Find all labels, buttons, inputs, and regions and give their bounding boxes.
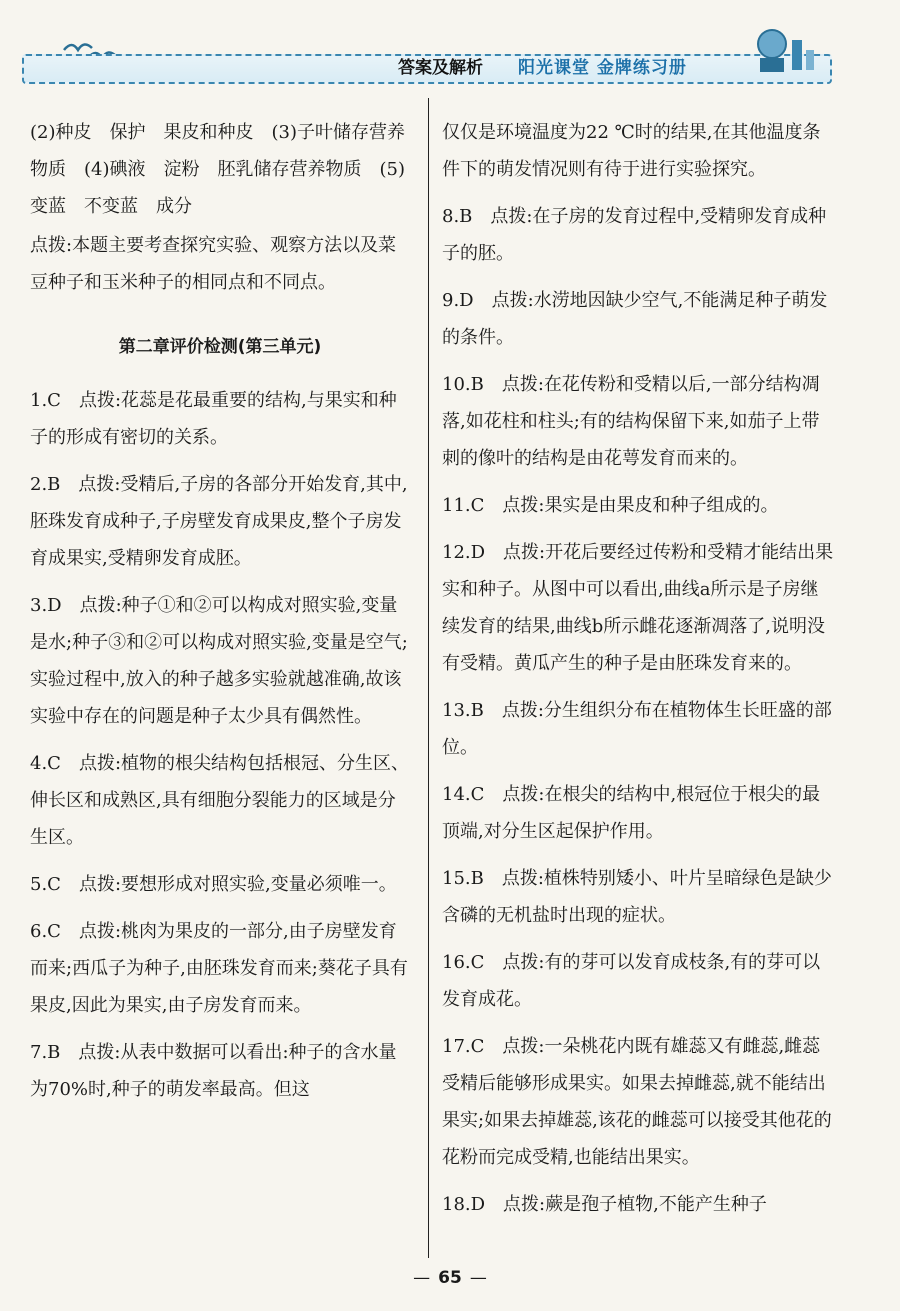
page-number — [0, 1268, 900, 1288]
left-column — [30, 114, 410, 1110]
answer-entry: 仅仅是环境温度为22 ℃时的结果,在其他温度条件下的萌发情况则有待于进行实验探究。 — [442, 122, 821, 180]
answer-entry: 5.C 点拨:要想形成对照实验,变量必须唯一。 — [30, 874, 397, 895]
answer-entry: 13.B 点拨:分生组织分布在植物体生长旺盛的部位。 — [442, 700, 832, 758]
answer-entry: 3.D 点拨:种子①和②可以构成对照实验,变量是水;种子③和②可以构成对照实验,变量是空气;实验过程中,放入的种子越多实验就越准确,故该实验中存在的问题是种子太少具有偶然性。 — [30, 595, 408, 727]
answer-entry: 1.C 点拨:花蕊是花最重要的结构,与果实和种子的形成有密切的关系。 — [30, 390, 397, 448]
answer-entry: 16.C 点拨:有的芽可以发育成枝条,有的芽可以发育成花。 — [442, 952, 821, 1010]
answer-entry: 12.D 点拨:开花后要经过传粉和受精才能结出果实和种子。从图中可以看出,曲线a所示是子房继续发育的结果,曲线b所示雌花逐渐凋落了,说明没有受精。黄瓜产生的种子是由胚珠发育来的。 — [442, 542, 834, 674]
answer-entry: 点拨:本题主要考查探究实验、观察方法以及菜豆种子和玉米种子的相同点和不同点。 — [30, 235, 397, 293]
right-column — [442, 114, 834, 1225]
answer-entry: 7.B 点拨:从表中数据可以看出:种子的含水量为70%时,种子的萌发率最高。但这 — [30, 1042, 397, 1100]
section-title: 第二章评价检测(第三单元) — [118, 337, 322, 357]
answer-entry: (2)种皮 保护 果皮和种皮 (3)子叶储存营养物质 (4)碘液 淀粉 胚乳储存营养物质 (5)变蓝 不变蓝 成分 — [30, 122, 405, 217]
answer-entry: 14.C 点拨:在根尖的结构中,根冠位于根尖的最顶端,对分生区起保护作用。 — [442, 784, 821, 842]
header-series: 阳光课堂 金牌练习册 — [518, 58, 687, 78]
answer-entry: 17.C 点拨:一朵桃花内既有雄蕊又有雌蕊,雌蕊受精后能够形成果实。如果去掉雌蕊,就不能结出果实;如果去掉雄蕊,该花的雌蕊可以接受其他花的花粉而完成受精,也能结出果实。 — [442, 1036, 832, 1168]
answer-entry: 8.B 点拨:在子房的发育过程中,受精卵发育成种子的胚。 — [442, 206, 827, 264]
answer-entry: 10.B 点拨:在花传粉和受精以后,一部分结构凋落,如花柱和柱头;有的结构保留下来,如茄子上带刺的像叶的结构是由花萼发育而来的。 — [442, 374, 820, 469]
header-title: 答案及解析 — [398, 58, 483, 78]
answer-entry: 4.C 点拨:植物的根尖结构包括根冠、分生区、伸长区和成熟区,具有细胞分裂能力的区域是分生区。 — [30, 753, 410, 848]
answer-entry: 18.D 点拨:蕨是孢子植物,不能产生种子 — [442, 1194, 767, 1215]
answer-entry: 6.C 点拨:桃肉为果皮的一部分,由子房壁发育而来;西瓜子为种子,由胚珠发育而来;葵花子具有果皮,因此为果实,由子房发育而来。 — [30, 921, 408, 1016]
page-number-value: 65 — [438, 1268, 462, 1288]
page-number-dash: — — [469, 1268, 487, 1288]
answer-entry: 9.D 点拨:水涝地因缺少空气,不能满足种子萌发的条件。 — [442, 290, 828, 348]
column-divider — [428, 98, 429, 1258]
answer-entry: 15.B 点拨:植株特别矮小、叶片呈暗绿色是缺少含磷的无机盐时出现的症状。 — [442, 868, 832, 926]
answer-entry: 11.C 点拨:果实是由果皮和种子组成的。 — [442, 495, 779, 516]
answer-entry: 2.B 点拨:受精后,子房的各部分开始发育,其中,胚珠发育成种子,子房壁发育成果皮,整个子房发育成果实,受精卵发育成胚。 — [30, 474, 408, 569]
page-number-dash: — — [413, 1268, 431, 1288]
globe-telescope-icon — [730, 20, 840, 86]
page-header — [0, 0, 900, 92]
